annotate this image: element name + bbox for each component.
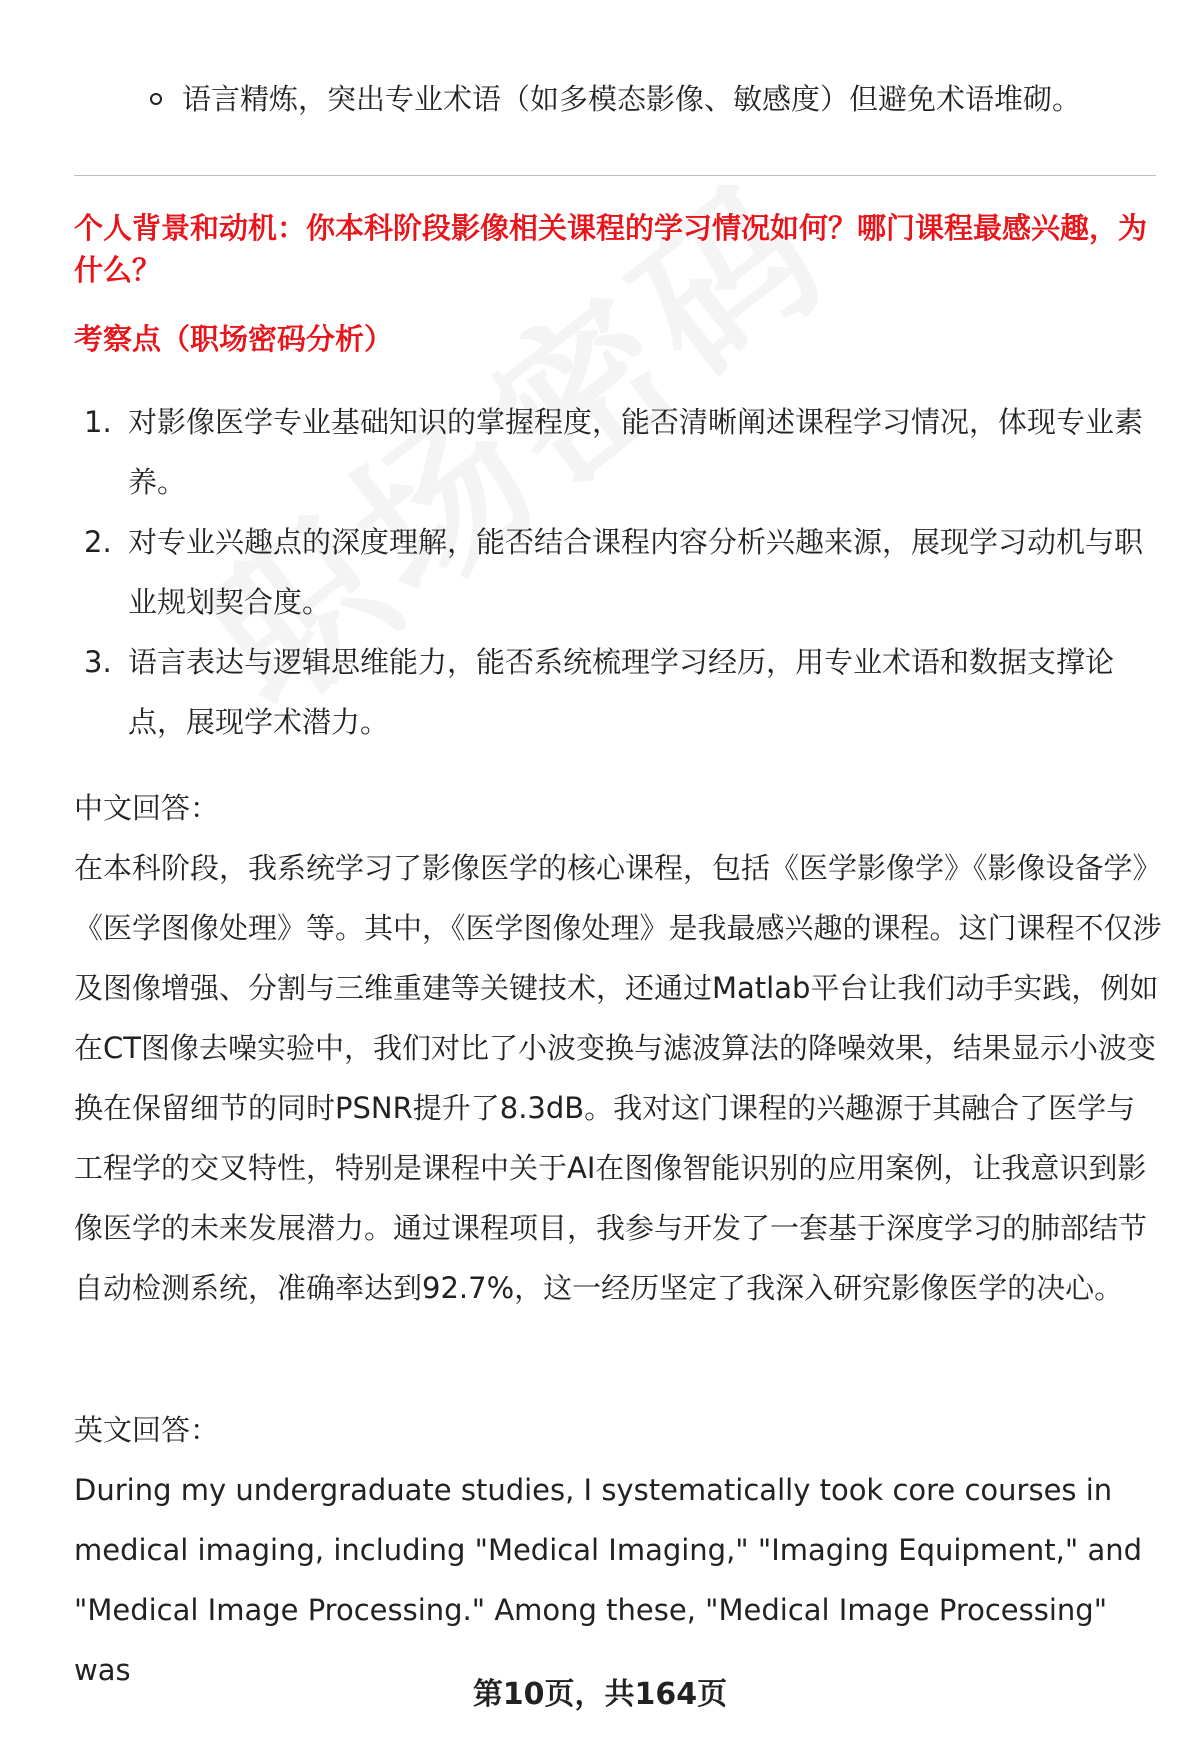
list-item bbox=[74, 512, 1156, 632]
bullet-text: 语言精炼，突出专业术语（如多模态影像、敏感度）但避免术语堆砌。 bbox=[182, 82, 1082, 116]
english-answer-label: 英文回答： bbox=[74, 1413, 220, 1447]
points-heading: 考察点（职场密码分析） bbox=[74, 322, 394, 356]
chinese-answer-text: 在本科阶段，我系统学习了影像医学的核心课程，包括《医学影像学》《影像设备学》《医学图像处理》等。其中，《医学图像处理》是我最感兴趣的课程。这门课程不仅涉及图像增强、分割与三维重建等关键技术，还通过Matlab平台让我们动手实践，例如在CT图像去噪实验中，我们对比了小波变换与滤波算法的降噪效果，结果显示小波变换在保留细节的同时PSNR提升了8.3dB。我对这门课程的兴趣源于其融合了医学与工程学的交叉特性，特别是课程中关于AI在图像智能识别的应用案例，让我意识到影像医学的未来发展潜力。通过课程项目，我参与开发了一套基于深度学习的肺部结节自动检测系统，准确率达到92.7%，这一经历坚定了我深入研究影像医学的决心。 bbox=[74, 851, 1162, 1305]
circle-bullet-icon bbox=[150, 93, 162, 105]
list-item-text: 对影像医学专业基础知识的掌握程度，能否清晰阐述课程学习情况，体现专业素养。 bbox=[128, 405, 1144, 499]
list-number: 1. bbox=[84, 405, 112, 439]
bullet-item bbox=[150, 74, 1081, 124]
page-footer: 第10页，共164页 bbox=[472, 1677, 728, 1712]
list-item-text: 对专业兴趣点的深度理解，能否结合课程内容分析兴趣来源，展现学习动机与职业规划契合度。 bbox=[128, 525, 1144, 619]
english-answer-text: During my undergraduate studies, I systematically took core courses in medical imaging, including "Medical Imaging," "Imaging Equipment," and "Medical Image Processing." Among these, "Medical Image Processing" was bbox=[74, 1473, 1143, 1687]
list-item-text: 语言表达与逻辑思维能力，能否系统梳理学习经历，用专业术语和数据支撑论点，展现学术潜力。 bbox=[128, 645, 1115, 739]
question-heading: 个人背景和动机：你本科阶段影像相关课程的学习情况如何？哪门课程最感兴趣，为什么？ bbox=[74, 211, 1148, 287]
list-number: 3. bbox=[84, 645, 112, 679]
divider bbox=[74, 175, 1156, 176]
list-number: 2. bbox=[84, 525, 112, 559]
assessment-points-list bbox=[74, 392, 1156, 752]
list-item bbox=[74, 632, 1156, 752]
list-item bbox=[74, 392, 1156, 512]
chinese-answer-label: 中文回答： bbox=[74, 791, 220, 825]
